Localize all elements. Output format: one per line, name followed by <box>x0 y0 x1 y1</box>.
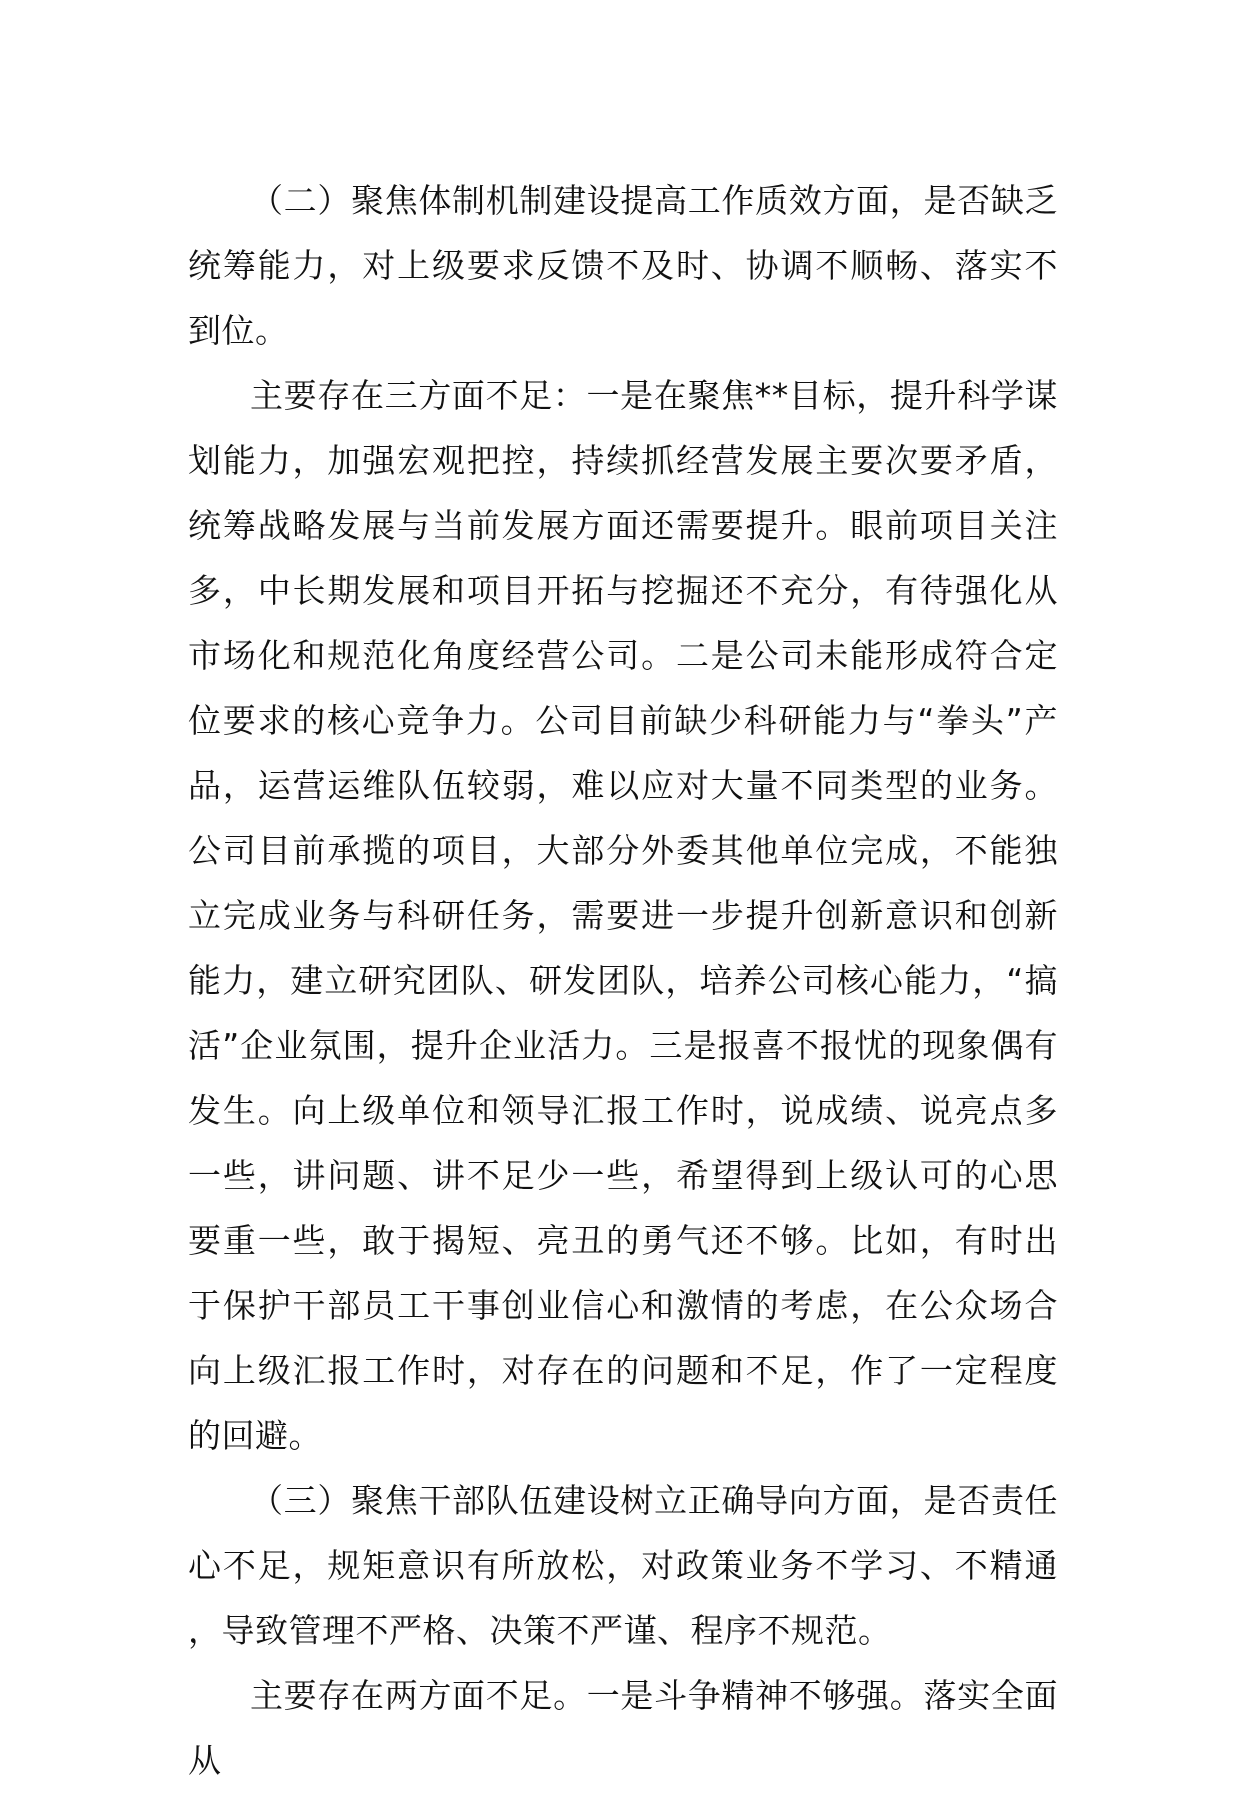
section-3-heading: （三）聚焦干部队伍建设树立正确导向方面，是否责任心不足，规矩意识有所放松，对政策业务不学习、不精通，导致管理不严格、决策不严谨、程序不规范。 <box>188 1481 1058 1650</box>
section-2-body: 主要存在三方面不足：一是在聚焦**目标，提升科学谋划能力，加强宏观把控，持续抓经营发展主要次要矛盾，统筹战略发展与当前发展方面还需要提升。眼前项目关注多，中长期发展和项目开拓与挖掘还不充分，有待强化从市场化和规范化角度经营公司。二是公司未能形成符合定位要求的核心竞争力。公司目前缺少科研能力与“拳头”产品，运营运维队伍较弱，难以应对大量不同类型的业务。公司目前承揽的项目，大部分外委其他单位完成，不能独立完成业务与科研任务，需要进一步提升创新意识和创新能力，建立研究团队、研发团队，培养公司核心能力，“搞活”企业氛围，提升企业活力。三是报喜不报忧的现象偶有发生。向上级单位和领导汇报工作时，说成绩、说亮点多一些，讲问题、讲不足少一些，希望得到上级认可的心思要重一些，敢于揭短、亮丑的勇气还不够。比如，有时出于保护干部员工干事创业信心和激情的考虑，在公众场合向上级汇报工作时，对存在的问题和不足，作了一定程度的回避。 <box>188 376 1058 1455</box>
document-body <box>188 168 1058 1793</box>
section-3-body: 主要存在两方面不足。一是斗争精神不够强。落实全面从 <box>188 1676 1058 1780</box>
section-2-heading: （二）聚焦体制机制建设提高工作质效方面，是否缺乏统筹能力，对上级要求反馈不及时、协调不顺畅、落实不到位。 <box>188 181 1058 350</box>
